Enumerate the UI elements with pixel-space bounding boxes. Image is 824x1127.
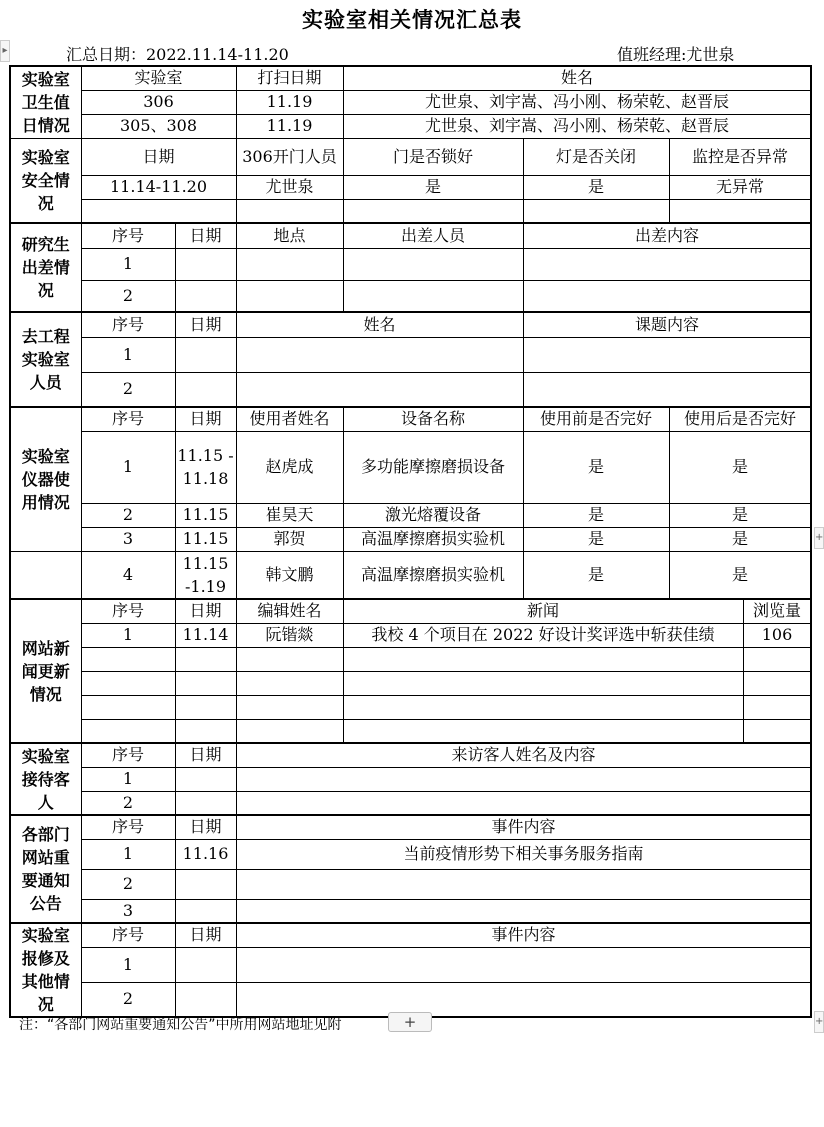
table-row — [10, 839, 811, 869]
header-cell: 序号 — [81, 599, 175, 623]
section-news — [10, 599, 81, 743]
cell-device: 高温摩擦磨损实验机 — [343, 551, 523, 599]
table-row — [10, 623, 811, 647]
header-cell: 监控是否异常 — [669, 138, 811, 175]
cell-after: 是 — [669, 431, 811, 503]
section-label: 实验室 接待客 人 — [21, 746, 70, 812]
table-row — [10, 248, 811, 280]
cell-event: 当前疫情形势下相关事务服务指南 — [236, 839, 811, 869]
add-sheet-button[interactable]: + — [388, 1012, 432, 1032]
header-cell: 日期 — [175, 923, 236, 947]
cell-index: 3 — [81, 527, 175, 551]
section-hygiene — [10, 66, 81, 138]
header-cell: 日期 — [175, 599, 236, 623]
section-label: 网站新 闻更新 情况 — [21, 638, 70, 704]
table-row — [10, 767, 811, 791]
table-row — [10, 280, 811, 312]
section-instruments — [10, 407, 81, 551]
cell-device: 高温摩擦磨损实验机 — [343, 527, 523, 551]
header-cell: 序号 — [81, 312, 175, 337]
header-cell: 事件内容 — [236, 923, 811, 947]
cell-after: 是 — [669, 503, 811, 527]
cell-user: 郭贺 — [236, 527, 343, 551]
cell-date: 11.19 — [236, 114, 343, 138]
cell-opener: 尤世泉 — [236, 175, 343, 199]
cell-date: 11.15 — [175, 503, 236, 527]
table-row — [10, 90, 811, 114]
cell-index: 2 — [81, 791, 175, 815]
cell-index: 2 — [81, 280, 175, 312]
section-engineering — [10, 312, 81, 407]
cell-views: 106 — [743, 623, 811, 647]
cell-index: 1 — [81, 839, 175, 869]
cell-before: 是 — [523, 503, 669, 527]
section-label: 实验室 仪器使 用情况 — [21, 446, 70, 512]
table-row — [10, 947, 811, 982]
header-cell: 课题内容 — [523, 312, 811, 337]
header-cell: 出差人员 — [343, 223, 523, 248]
cell-names: 尤世泉、刘宇嵩、冯小刚、杨荣乾、赵晋辰 — [343, 114, 811, 138]
table-row — [10, 431, 811, 503]
header-cell: 日期 — [175, 407, 236, 431]
header-cell: 306开门人员 — [236, 138, 343, 175]
cell-date: 11.19 — [236, 90, 343, 114]
header-cell: 日期 — [175, 223, 236, 248]
cell-index: 2 — [81, 503, 175, 527]
cell-lab: 305、308 — [81, 114, 236, 138]
cell-date: 11.14 — [175, 623, 236, 647]
table-row — [10, 695, 811, 719]
table-row — [10, 527, 811, 551]
header-cell: 序号 — [81, 815, 175, 839]
cell-date: 11.14-11.20 — [81, 175, 236, 199]
header-cell: 出差内容 — [523, 223, 811, 248]
header-cell: 新闻 — [343, 599, 743, 623]
cell-user: 韩文鹏 — [236, 551, 343, 599]
cell-monitor: 无异常 — [669, 175, 811, 199]
header-cell: 设备名称 — [343, 407, 523, 431]
section-notices — [10, 815, 81, 923]
cell-device: 激光熔覆设备 — [343, 503, 523, 527]
section-label: 去工程 实验室 人员 — [21, 327, 70, 392]
header-cell: 序号 — [81, 223, 175, 248]
add-row-icon[interactable]: + — [814, 1011, 824, 1033]
summary-date: 汇总日期：2022.11.14-11.20 — [66, 45, 289, 64]
header-cell: 事件内容 — [236, 815, 811, 839]
cell-date: 11.15 -1.19 — [175, 551, 236, 599]
cell-index: 2 — [81, 372, 175, 407]
summary-table — [9, 65, 812, 1018]
cell-index: 4 — [81, 551, 175, 599]
table-row — [10, 175, 811, 199]
cell-index: 1 — [81, 767, 175, 791]
header-cell: 门是否锁好 — [343, 138, 523, 175]
section-label: 实验室 报修及 其他情 况 — [21, 926, 70, 1014]
table-row — [10, 199, 811, 223]
cell-index: 3 — [81, 899, 175, 923]
section-visitors — [10, 743, 81, 815]
table-row — [10, 899, 811, 923]
header-cell: 日期 — [175, 815, 236, 839]
table-row — [10, 869, 811, 899]
duty-manager: 值班经理:尤世泉 — [617, 45, 735, 64]
cell-editor: 阮锴燚 — [236, 623, 343, 647]
cell-lab: 306 — [81, 90, 236, 114]
cell-names: 尤世泉、刘宇嵩、冯小刚、杨荣乾、赵晋辰 — [343, 90, 811, 114]
header-cell: 序号 — [81, 407, 175, 431]
table-row — [10, 671, 811, 695]
cell-date: 11.15 -11.18 — [175, 431, 236, 503]
add-column-icon[interactable]: + — [814, 527, 824, 549]
header-cell: 序号 — [81, 923, 175, 947]
header-cell: 实验室 — [81, 66, 236, 90]
header-cell: 日期 — [175, 312, 236, 337]
page-title: 实验室相关情况汇总表 — [302, 8, 522, 32]
cell-after: 是 — [669, 551, 811, 599]
header-cell: 浏览量 — [743, 599, 811, 623]
cell-news: 我校 4 个项目在 2022 好设计奖评选中斩获佳绩 — [343, 623, 743, 647]
cell-before: 是 — [523, 431, 669, 503]
cell-user: 崔昊天 — [236, 503, 343, 527]
section-label: 研究生 出差情 况 — [21, 235, 70, 300]
expand-left-icon[interactable]: ▸ — [0, 40, 10, 62]
table-row — [10, 719, 811, 743]
section-repairs — [10, 923, 81, 1017]
header-cell: 使用后是否完好 — [669, 407, 811, 431]
footnote: 注：“各部门网站重要通知公告”中所用网站地址见附 — [19, 1017, 342, 1033]
cell-after: 是 — [669, 527, 811, 551]
section-safety — [10, 138, 81, 223]
table-row — [10, 503, 811, 527]
header-cell: 姓名 — [343, 66, 811, 90]
section-trips — [10, 223, 81, 312]
header-cell: 日期 — [175, 743, 236, 767]
section-label: 各部门 网站重 要通知 公告 — [21, 825, 70, 913]
cell-user: 赵虎成 — [236, 431, 343, 503]
cell-before: 是 — [523, 551, 669, 599]
table-row — [10, 114, 811, 138]
header-cell: 地点 — [236, 223, 343, 248]
cell-index: 1 — [81, 248, 175, 280]
table-row — [10, 372, 811, 407]
cell-index: 1 — [81, 337, 175, 372]
cell-device: 多功能摩擦磨损设备 — [343, 431, 523, 503]
cell-door: 是 — [343, 175, 523, 199]
cell-index: 1 — [81, 947, 175, 982]
table-row — [10, 551, 811, 599]
header-cell: 灯是否关闭 — [523, 138, 669, 175]
table-row — [10, 337, 811, 372]
header-cell: 使用前是否完好 — [523, 407, 669, 431]
header-cell: 日期 — [81, 138, 236, 175]
cell-index: 2 — [81, 869, 175, 899]
cell-lights: 是 — [523, 175, 669, 199]
cell-index: 1 — [81, 623, 175, 647]
header-cell: 使用者姓名 — [236, 407, 343, 431]
cell-date: 11.15 — [175, 527, 236, 551]
cell-index: 2 — [81, 982, 175, 1017]
section-label: 实验室 安全情 况 — [21, 147, 70, 213]
header-cell: 序号 — [81, 743, 175, 767]
cell-date: 11.16 — [175, 839, 236, 869]
header-cell: 打扫日期 — [236, 66, 343, 90]
header-cell: 姓名 — [236, 312, 523, 337]
section-label: 实验室 卫生值 日情况 — [21, 69, 70, 135]
cell-before: 是 — [523, 527, 669, 551]
header-cell: 编辑姓名 — [236, 599, 343, 623]
cell-index: 1 — [81, 431, 175, 503]
header-cell: 来访客人姓名及内容 — [236, 743, 811, 767]
table-row — [10, 647, 811, 671]
table-row — [10, 791, 811, 815]
